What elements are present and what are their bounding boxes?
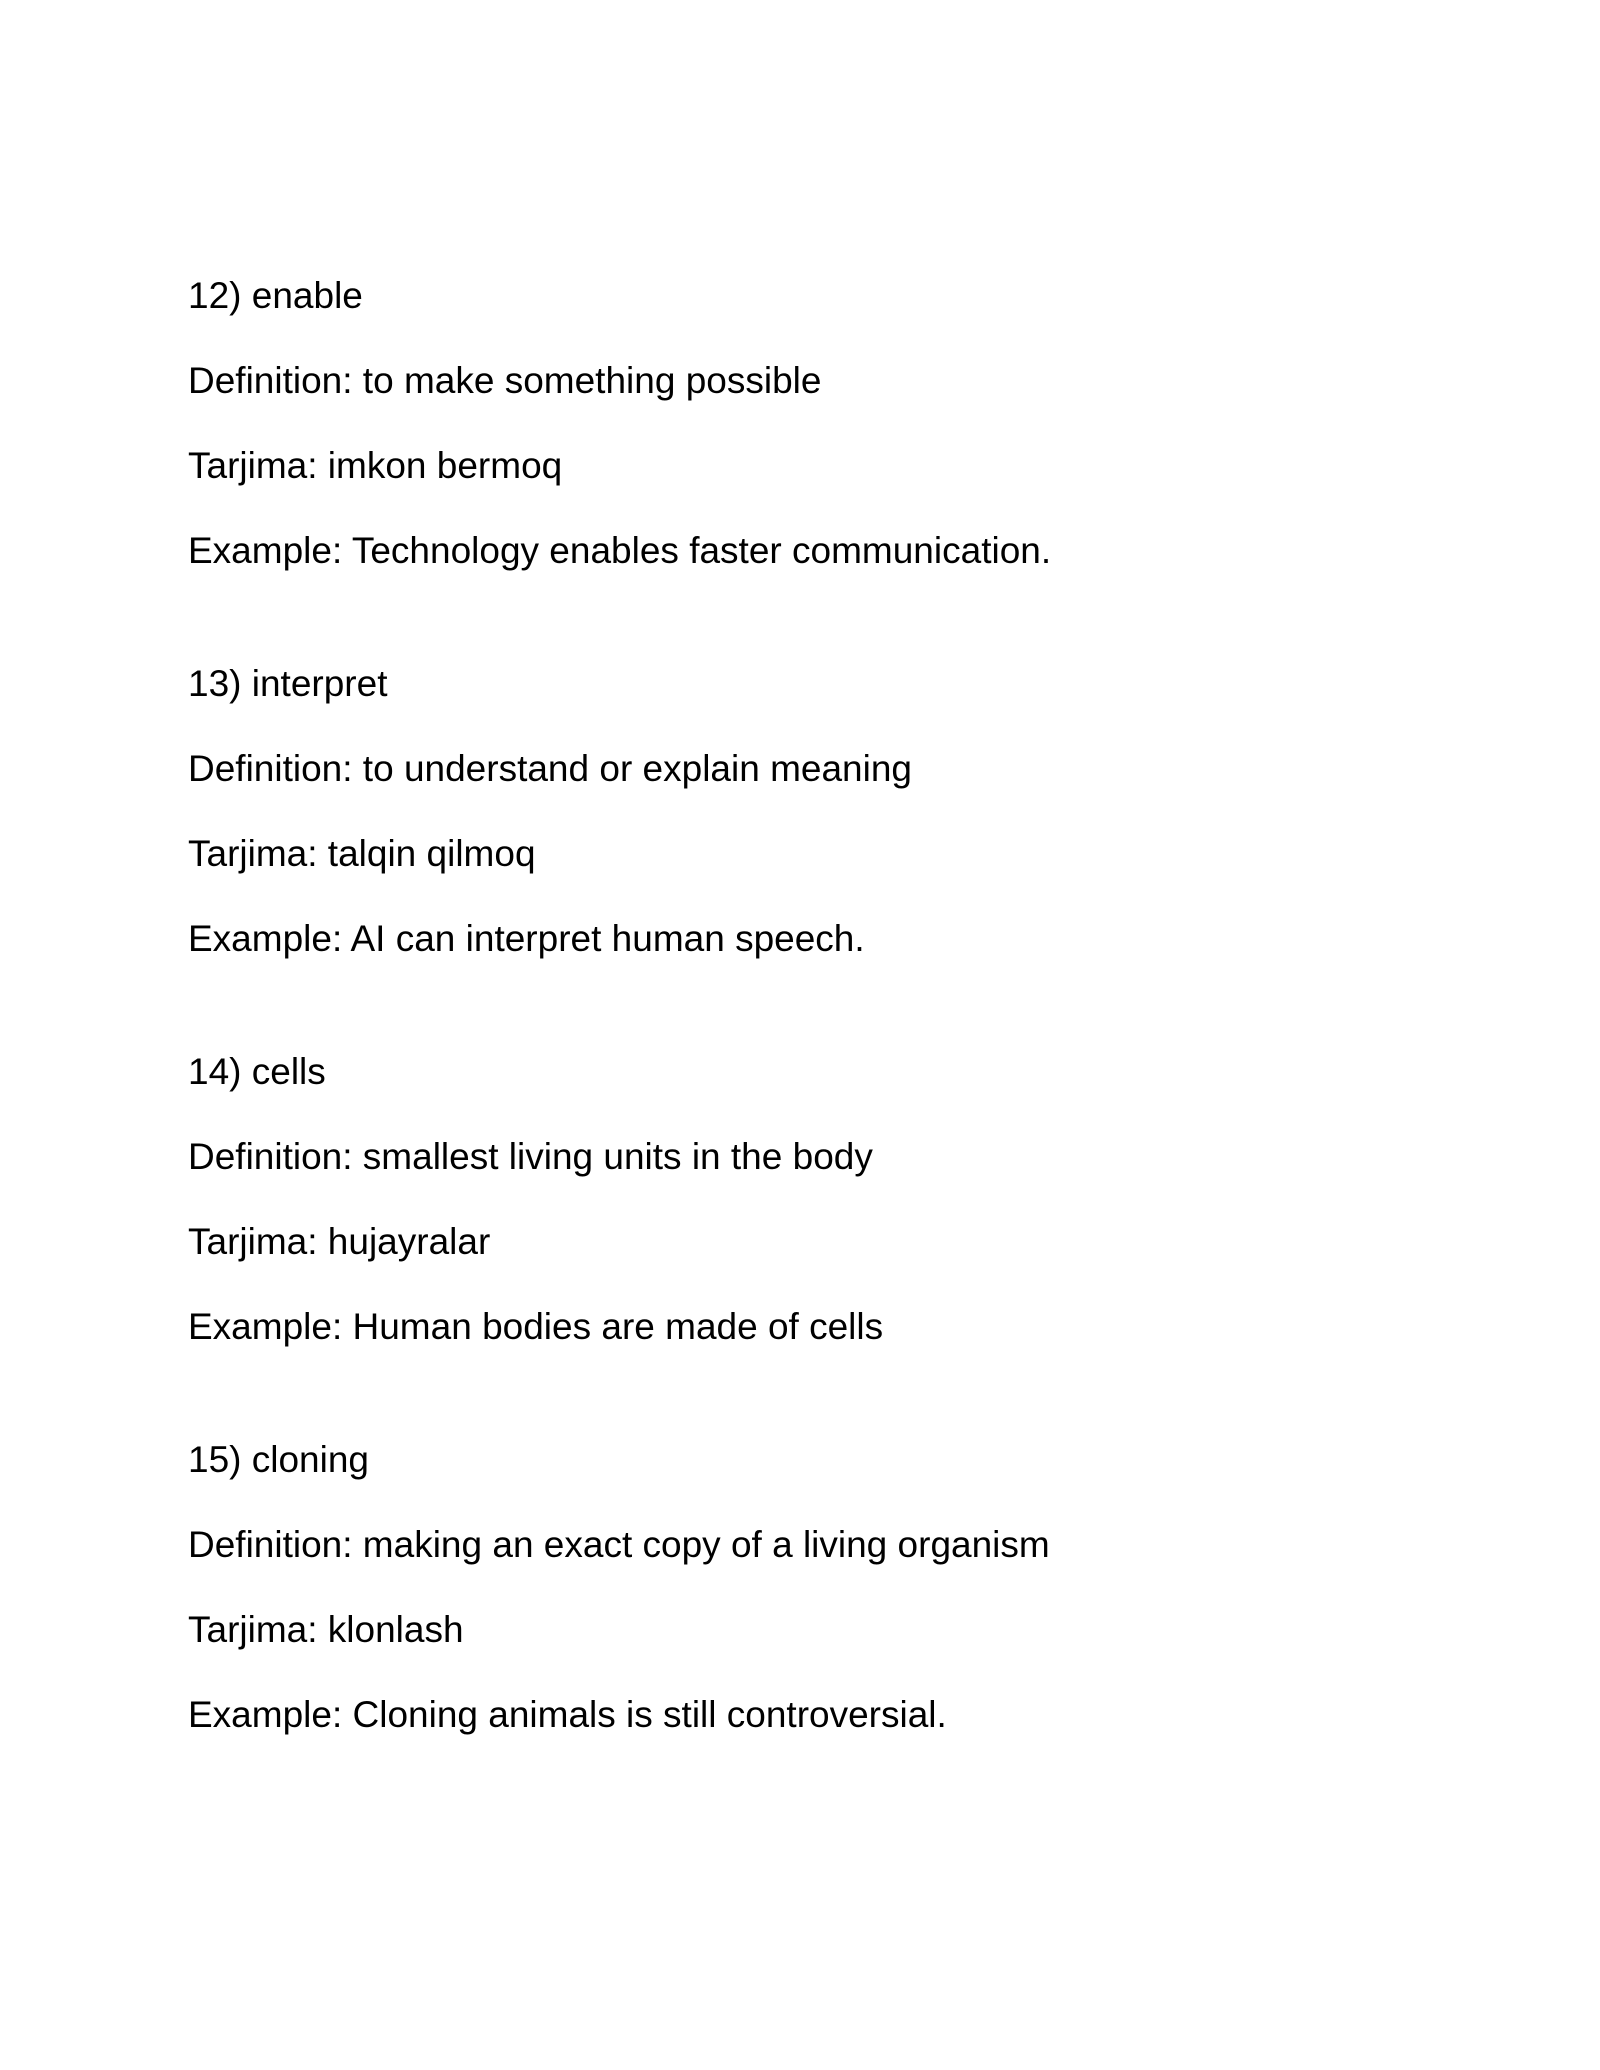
entry-definition: Definition: to understand or explain meaning (188, 748, 913, 789)
entry-definition: Definition: making an exact copy of a living organism (188, 1524, 1050, 1565)
entry-translation: Tarjima: klonlash (188, 1609, 464, 1650)
entry-definition: Definition: to make something possible (188, 360, 822, 401)
entry-translation: Tarjima: hujayralar (188, 1221, 491, 1262)
entry-heading: 14) cells (188, 1051, 326, 1092)
vocab-entry-cloning (188, 1436, 1488, 1739)
vocab-entry-interpret (188, 660, 1488, 963)
entry-example: Example: Human bodies are made of cells (188, 1306, 884, 1347)
entry-example: Example: Technology enables faster communication. (188, 530, 1052, 571)
vocabulary-list (188, 272, 1488, 1824)
entry-definition: Definition: smallest living units in the body (188, 1136, 873, 1177)
entry-heading: 12) enable (188, 275, 363, 316)
entry-translation: Tarjima: talqin qilmoq (188, 833, 536, 874)
entry-heading: 15) cloning (188, 1439, 370, 1480)
entry-heading: 13) interpret (188, 663, 388, 704)
entry-translation: Tarjima: imkon bermoq (188, 445, 563, 486)
vocab-entry-cells (188, 1048, 1488, 1351)
vocab-entry-enable (188, 272, 1488, 575)
entry-example: Example: Cloning animals is still controversial. (188, 1694, 947, 1735)
entry-example: Example: AI can interpret human speech. (188, 918, 865, 959)
